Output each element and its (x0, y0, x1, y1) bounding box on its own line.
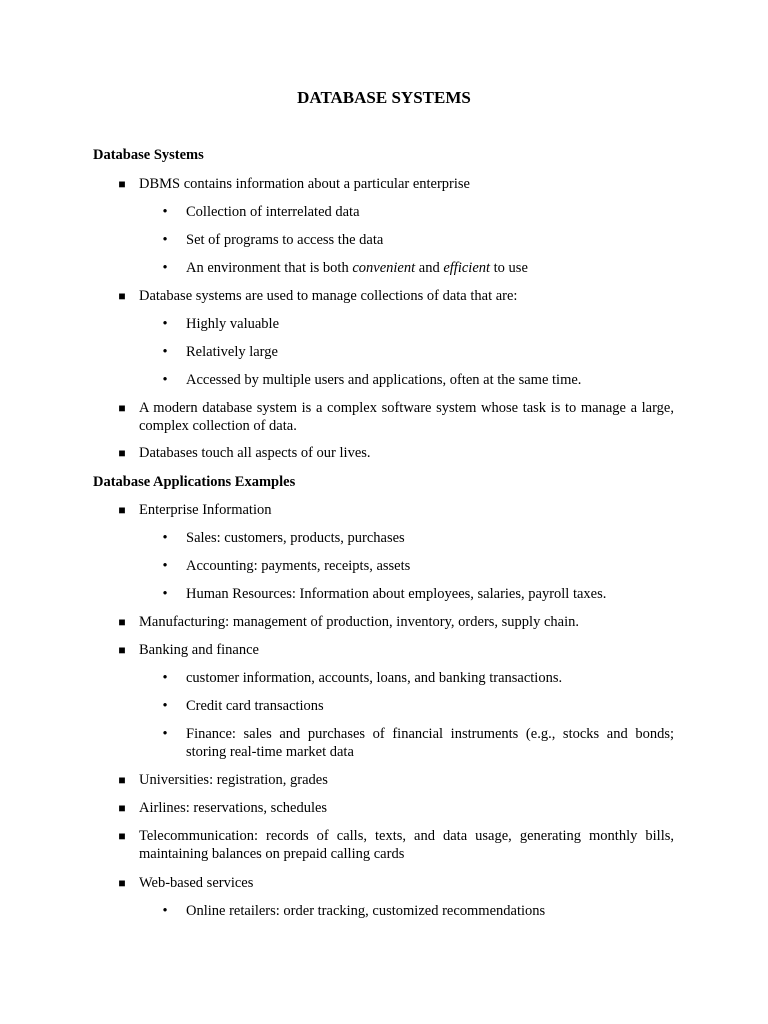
dot-bullet-icon: • (162, 372, 168, 388)
dot-bullet-icon: • (162, 260, 168, 276)
emphasis-convenient: convenient (352, 260, 416, 276)
square-bullet-icon: ■ (118, 829, 126, 843)
list-item: Manufacturing: management of production, inventory, orders, supply chain. (139, 614, 579, 630)
square-bullet-icon: ■ (118, 801, 126, 815)
dot-bullet-icon: • (162, 698, 168, 714)
dot-bullet-icon: • (162, 344, 168, 360)
dot-bullet-icon: • (162, 558, 168, 574)
square-bullet-icon: ■ (118, 401, 126, 415)
sub-list-item: Accessed by multiple users and applications, often at the same time. (186, 372, 582, 388)
text-run: to use (490, 260, 528, 276)
sub-list-item (186, 259, 674, 277)
sub-list-item: Finance: sales and purchases of financial instruments (e.g., stocks and bonds; storing real-time market data (186, 726, 674, 760)
emphasis-efficient: efficient (443, 260, 491, 276)
square-bullet-icon: ■ (118, 615, 126, 629)
sub-list-item: Set of programs to access the data (186, 232, 384, 248)
text-run: and (415, 260, 444, 276)
list-item: Airlines: reservations, schedules (139, 800, 328, 816)
list-item: Databases touch all aspects of our lives. (139, 445, 371, 461)
list-item: Database systems are used to manage collections of data that are: (139, 288, 518, 304)
sub-list-item: Human Resources: Information about employees, salaries, payroll taxes. (186, 586, 607, 602)
dot-bullet-icon: • (162, 316, 168, 332)
list-item: DBMS contains information about a particular enterprise (139, 176, 470, 192)
sub-list-item: Highly valuable (186, 316, 280, 332)
sub-list-item: Collection of interrelated data (186, 204, 360, 220)
sub-list-item: Relatively large (186, 344, 278, 360)
square-bullet-icon: ■ (118, 177, 126, 191)
dot-bullet-icon: • (162, 726, 168, 742)
text-run: An environment that is both (186, 260, 353, 276)
sub-list-item: Online retailers: order tracking, customized recommendations (186, 903, 546, 919)
list-item: Enterprise Information (139, 502, 272, 518)
list-item: Banking and finance (139, 642, 259, 658)
section-heading-database-systems: Database Systems (93, 147, 204, 163)
sub-list-item: customer information, accounts, loans, and banking transactions. (186, 670, 563, 686)
square-bullet-icon: ■ (118, 643, 126, 657)
document-title: DATABASE SYSTEMS (297, 88, 471, 107)
sub-list-item: Sales: customers, products, purchases (186, 530, 405, 546)
list-item: Web-based services (139, 875, 254, 891)
dot-bullet-icon: • (162, 903, 168, 919)
list-item: Telecommunication: records of calls, texts, and data usage, generating monthly bills, maintaining balances on prepaid calling cards (139, 828, 674, 862)
list-item: Universities: registration, grades (139, 772, 328, 788)
square-bullet-icon: ■ (118, 876, 126, 890)
sub-list-item: Accounting: payments, receipts, assets (186, 558, 411, 574)
square-bullet-icon: ■ (118, 773, 126, 787)
list-item: A modern database system is a complex software system whose task is to manage a large, complex collection of data. (139, 400, 674, 434)
square-bullet-icon: ■ (118, 446, 126, 460)
dot-bullet-icon: • (162, 204, 168, 220)
section-heading-applications: Database Applications Examples (93, 474, 296, 490)
square-bullet-icon: ■ (118, 503, 126, 517)
dot-bullet-icon: • (162, 232, 168, 248)
dot-bullet-icon: • (162, 530, 168, 546)
dot-bullet-icon: • (162, 586, 168, 602)
square-bullet-icon: ■ (118, 289, 126, 303)
dot-bullet-icon: • (162, 670, 168, 686)
sub-list-item: Credit card transactions (186, 698, 324, 714)
